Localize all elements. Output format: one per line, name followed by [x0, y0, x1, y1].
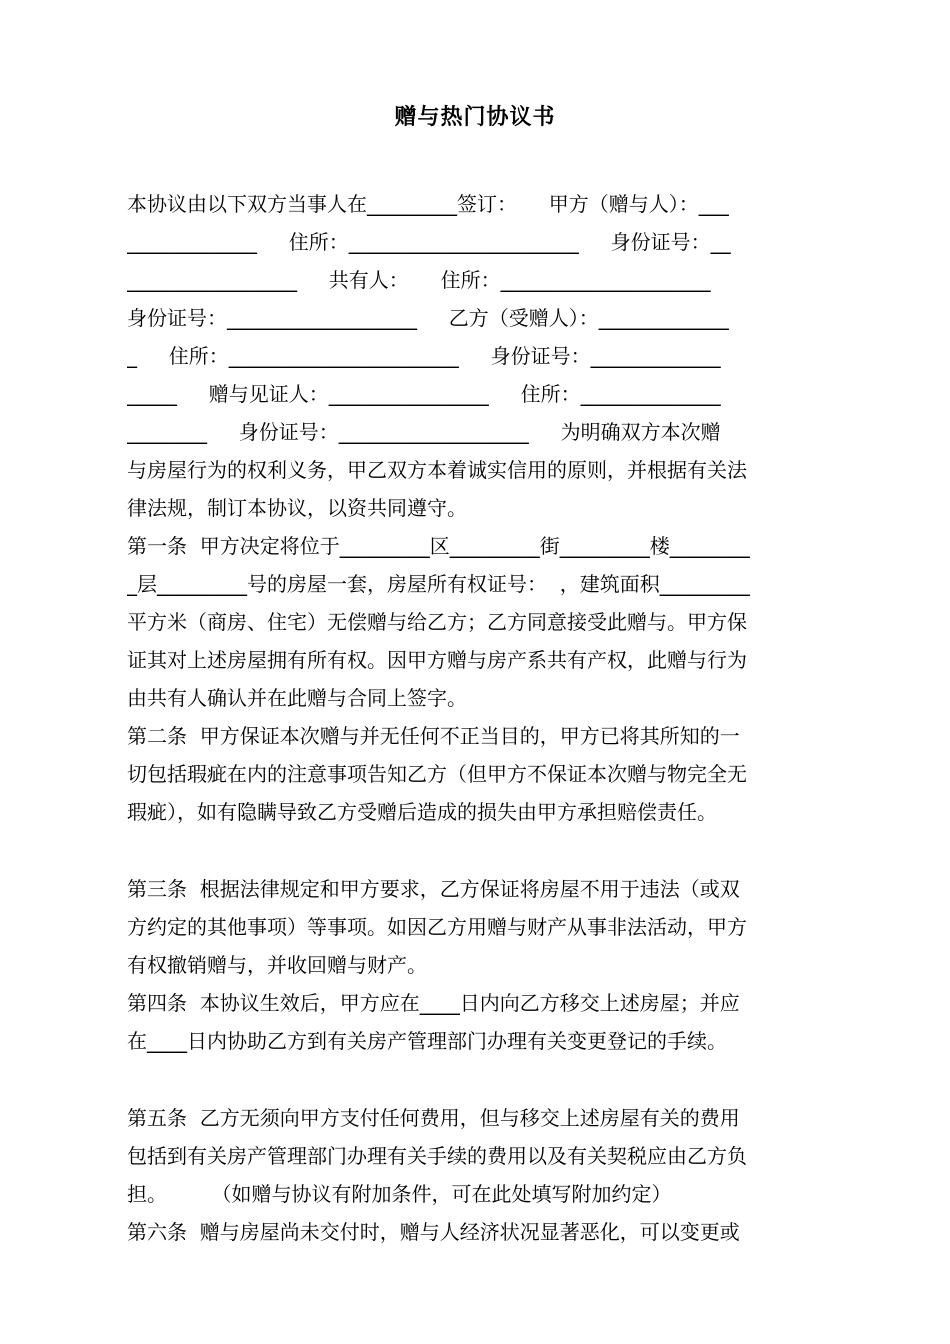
- text-line: 身份证号：___________________ 乙方（受赠人）：_____________: [127, 306, 729, 330]
- article-3-line: 第三条 根据法律规定和甲方要求，乙方保证将房屋不用于违法（或双: [127, 877, 740, 901]
- text-line: 本协议由以下双方当事人在_________签订： 甲方（赠与人）：___: [127, 192, 729, 216]
- text-line: 担。 （如赠与协议有附加条件，可在此处填写附加约定）: [127, 1182, 672, 1206]
- article-1-line: 第一条 甲方决定将位于_________区_________街_________楼________: [127, 534, 750, 558]
- text-line: 与房屋行为的权利义务，甲乙双方本着诚实信用的原则，并根据有关法: [127, 458, 747, 482]
- article-4-line: 第四条 本协议生效后，甲方应在____日内向乙方移交上述房屋；并应: [127, 991, 740, 1015]
- text-line: 证其对上述房屋拥有所有权。因甲方赠与房产系共有产权，此赠与行为: [127, 648, 747, 672]
- text-line: _ 住所：_______________________ 身份证号：_____________: [127, 344, 721, 368]
- text-line: 平方米（商房、住宅）无偿赠与给乙方；乙方同意接受此赠与。甲方保: [127, 610, 747, 634]
- text-line: 在____日内协助乙方到有关房产管理部门办理有关变更登记的手续。: [127, 1029, 727, 1053]
- text-line: 有权撤销赠与，并收回赠与财产。: [127, 953, 427, 977]
- text-line: 方约定的其他事项）等事项。如因乙方用赠与财产从事非法活动，甲方: [127, 915, 747, 939]
- text-line: _________________ 共有人： 住所：_____________________: [127, 268, 711, 292]
- document-title: 赠与热门协议书: [394, 105, 556, 130]
- article-5-line: 第五条 乙方无须向甲方支付任何费用，但与移交上述房屋有关的费用: [127, 1106, 740, 1130]
- text-line: _____________ 住所：_______________________ 身份证号：__: [127, 230, 731, 254]
- text-line: 切包括瑕疵在内的注意事项告知乙方（但甲方不保证本次赠与物完全无: [127, 762, 747, 786]
- article-2-line: 第二条 甲方保证本次赠与并无任何不正当目的，甲方已将其所知的一: [127, 724, 740, 748]
- text-line: 由共有人确认并在此赠与合同上签字。: [127, 686, 467, 710]
- article-6-line: 第六条 赠与房屋尚未交付时，赠与人经济状况显著恶化，可以变更或: [127, 1220, 740, 1244]
- text-line: _____ 赠与见证人：________________ 住所：______________: [127, 382, 721, 406]
- text-line: 包括到有关房产管理部门办理有关手续的费用以及有关契税应由乙方负: [127, 1144, 747, 1168]
- text-line: 律法规，制订本协议，以资共同遵守。: [127, 496, 467, 520]
- text-line: 瑕疵），如有隐瞒导致乙方受赠后造成的损失由甲方承担赔偿责任。: [127, 800, 717, 824]
- text-line: ________ 身份证号：___________________ 为明确双方本次赠: [127, 420, 721, 444]
- text-line: _层_________号的房屋一套，房屋所有权证号： ，建筑面积_________: [127, 572, 750, 596]
